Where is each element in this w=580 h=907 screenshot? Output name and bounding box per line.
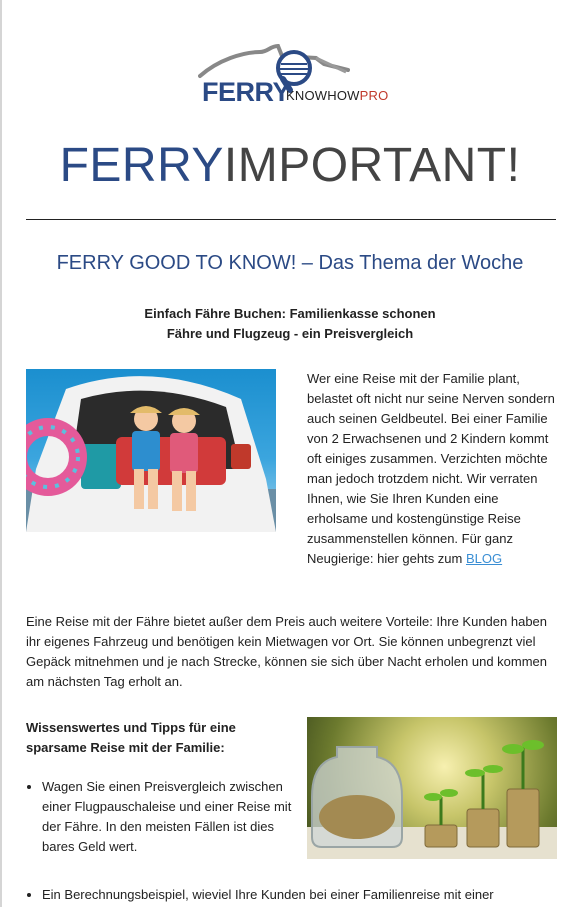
logo-subtitle: KNOWHOWPRO [286,88,389,103]
blog-link[interactable]: BLOG [465,551,503,566]
tips-list [26,777,302,857]
list-item: • Wagen Sie einen Preisvergleich zwischen einer Flugpauschaleise und einer Reise mit der Fähre. In den meisten Fällen ist dies bares Geld wert. [42,777,302,857]
article-title: Einfach Fähre Buchen: Familienkasse schonen Fähre und Flugzeug - ein Preisvergleich [144,306,436,341]
advantages-paragraph: Eine Reise mit der Fähre bietet außer dem Preis auch weitere Vorteile: Ihre Kunden haben ihr eigenes Fahrzeug und benötigen kein Mietwagen vor Ort. Sie können unbegrenzt viel Gepäck mitnehmen und je nach Strecke, können sie sich über Nacht erholen und kommen am nächsten Tag erholt an. [26,614,548,689]
coins-savings-photo [307,717,557,859]
title-divider [26,219,556,220]
intro-paragraph: Wer eine Reise mit der Familie plant, belastet oft nicht nur seine Nerven sondern auch seinen Geldbeutel. Bei einer Familie von 2 Erwachsenen und 2 Kindern kommt oft einiges zusammen. Verzichten möchte man jedoch trotzdem nicht. Wir verraten Ihnen, wie Sie Ihren Kunden eine erholsame und kostengünstige Reise zusammenstellen können. Für ganz Neugierige: hier gehts zum BLOG [307,371,555,566]
ferry-knowhow-logo[interactable] [198,38,398,112]
newsletter-title: FERRYIMPORTANT! [59,139,521,192]
tips-list-continued [26,885,580,905]
tips-heading: Wissenswertes und Tipps für eine sparsame Reise mit der Familie: [26,720,236,755]
logo-wordmark: FERRY [202,77,291,107]
list-item: • Ein Berechnungsbeispiel, wieviel Ihre Kunden bei einer Familienreise mit einer [42,885,580,905]
family-car-photo [26,369,276,532]
section-heading: FERRY GOOD TO KNOW! – Das Thema der Woche [56,252,524,274]
page-left-border [0,0,2,907]
